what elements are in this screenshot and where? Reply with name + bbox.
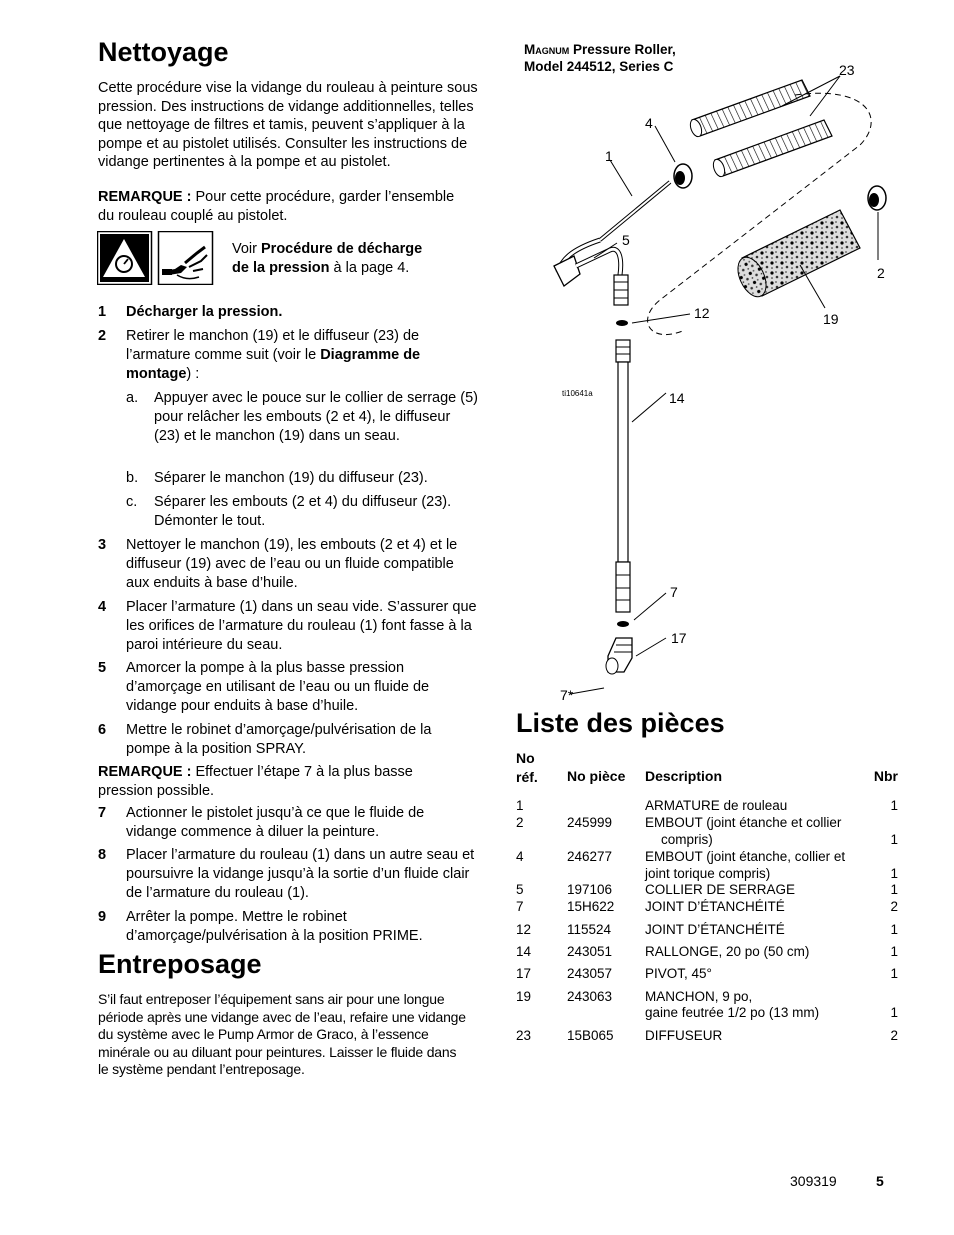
col-header-part: No pièce [567, 768, 626, 784]
warning-reference [232, 240, 442, 277]
table-row: 4 246277 EMBOUT (joint étanche, collier et joint torique compris) 1 [516, 849, 898, 881]
table-row: 17 243057 PIVOT, 45° 1 [516, 966, 898, 981]
step-number: 2 [98, 328, 107, 344]
warning-icons [97, 231, 214, 285]
table-row: 7 15H622 JOINT D’ÉTANCHÉITÉ 2 [516, 899, 898, 914]
diagram-link[interactable]: Diagramme de montage [126, 347, 421, 382]
callout-7: 7 [670, 584, 678, 600]
step-number: 1 [98, 304, 107, 320]
callout-7-star: 7* [560, 687, 574, 703]
assembly-diagram [540, 60, 920, 710]
table-row: 23 15B065 DIFFUSEUR 2 [516, 1028, 898, 1043]
callout-14: 14 [669, 390, 685, 406]
callout-12: 12 [694, 305, 710, 321]
page-number: 5 [876, 1173, 884, 1189]
warn-rest: à la page 4. [329, 259, 410, 276]
callout-5: 5 [622, 232, 630, 248]
table-row: 5 197106 COLLIER DE SERRAGE 1 [516, 882, 898, 897]
roller-sleeve-part-19 [732, 210, 860, 301]
section-title-parts: Liste des pièces [516, 708, 725, 738]
table-row: 1 ARMATURE de rouleau 1 [516, 798, 898, 813]
section-title-entreposage: Entreposage [98, 949, 262, 979]
roller-frame-part-1 [554, 182, 670, 305]
warn-link[interactable]: Procédure de décharge de la pression [232, 241, 423, 276]
callout-2: 2 [877, 265, 885, 281]
document-number: 309319 [790, 1173, 837, 1189]
note-text: Pour cette procédure, garder l’ensemble du rouleau couplé au pistolet. [98, 189, 455, 224]
table-row: 14 243051 RALLONGE, 20 po (50 cm) 1 [516, 944, 898, 959]
step-text: Retirer le manchon (19) et le diffuseur (23) de l’armature comme suit (voir le Diagramme de montage) : [126, 328, 421, 382]
callout-4: 4 [645, 115, 653, 131]
end-cap-part-4 [674, 164, 692, 188]
entreposage-paragraph: S’il faut entreposer l’équipement sans air pour une longue période après une vidange avec de l’eau, refaire une vidange du système avec le Pump Armor de Graco, à l’essence minérale ou au diluant pour peintures. Laisser le fluide dans le système pendant l’entreposage. [98, 991, 466, 1077]
diagram-title: Magnum Pressure Roller, Model 244512, Series C [524, 42, 676, 74]
end-cap-part-2 [868, 186, 886, 210]
table-row: 19 243063 MANCHON, 9 po, gaine feutrée 1/2 po (13 mm) 1 [516, 989, 898, 1020]
diffuser-part-23 [688, 80, 832, 178]
note-2: REMARQUE : Effectuer l’étape 7 à la plus basse pression possible. [98, 764, 413, 799]
note-label: REMARQUE : [98, 189, 192, 205]
section-title-nettoyage: Nettoyage [98, 37, 229, 67]
swivel-part-17 [606, 638, 632, 674]
warn-voir: Voir [232, 241, 262, 257]
table-row: 12 115524 JOINT D’ÉTANCHÉITÉ 1 [516, 922, 898, 937]
callout-17: 17 [671, 630, 687, 646]
callout-1: 1 [605, 148, 613, 164]
table-row: 2 245999 EMBOUT (joint étanche et collier compris) 1 [516, 815, 898, 847]
note-1 [98, 188, 468, 225]
extension-part-14 [616, 340, 630, 612]
step-text: Décharger la pression. [126, 304, 283, 320]
gasket-part-7 [617, 621, 629, 627]
intro-paragraph: Cette procédure vise la vidange du rouleau à peinture sous pression. Des instructions de vidange additionnelles, telles que nettoyage de filtres et tamis, peuvent s’appliquer à la pompe et au pistolet utilisés. Consulter les instructions de vidange pertinentes à la pompe et au pistolet. [98, 80, 478, 170]
callout-19: 19 [823, 311, 839, 327]
callout-23: 23 [839, 62, 855, 78]
col-header-qty: Nbr [873, 768, 898, 784]
col-header-ref: No réf. [516, 750, 538, 785]
col-header-desc: Description [645, 768, 723, 784]
gasket-part-12 [616, 320, 628, 326]
diagram-ref-code: ti10641a [562, 389, 593, 398]
